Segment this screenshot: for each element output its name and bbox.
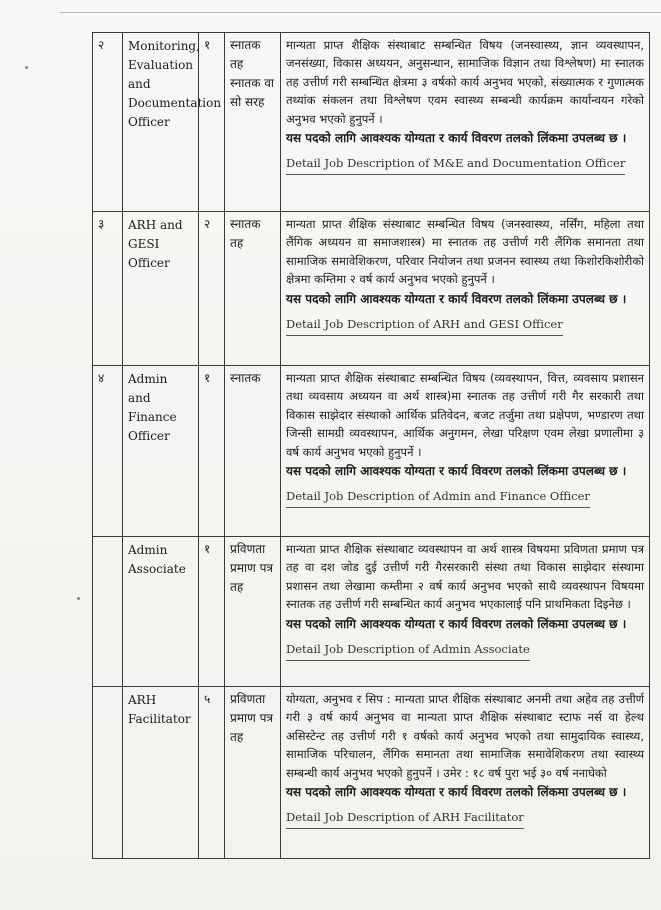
job-description-link[interactable]: Detail Job Description of ARH Facilitator bbox=[286, 808, 524, 829]
position-title: Admin and Finance Officer bbox=[123, 366, 199, 537]
description-cell bbox=[281, 537, 650, 687]
table-row bbox=[93, 687, 650, 859]
table-row bbox=[93, 212, 650, 366]
link-note: यस पदको लागि आवश्यक योग्यता र कार्य विवरण तलको लिंकमा उपलब्ध छ । bbox=[286, 785, 627, 800]
job-description-link[interactable]: Detail Job Description of Admin Associate bbox=[286, 640, 530, 661]
table-row bbox=[93, 537, 650, 687]
position-title: ARH and GESI Officer bbox=[123, 212, 199, 366]
description-text: मान्यता प्राप्त शैक्षिक संस्थाबाट सम्बन्धित विषय (जनस्वास्थ्य, ज्ञान व्यवस्थापन, जनसंख्या, विकास अध्ययन, अनुसन्धान, सामाजिक विज्ञान तथा विश्लेषण) मा स्नातक तह उत्तीर्ण गरी सम्बन्धित क्षेत्रमा ३ वर्षको कार्य अनुभव भएको, संख्यात्मक र गुणात्मक तथ्यांक संकलन तथा विश्लेषण एवम स्वास्थ्य सम्बन्धी कार्यक्रम कार्यान्वयन गरेको अनुभव भएको हुनुपर्ने । bbox=[286, 38, 644, 126]
scan-speck bbox=[25, 66, 28, 69]
row-number: २ bbox=[93, 33, 123, 212]
row-number bbox=[93, 687, 123, 859]
position-count: १ bbox=[199, 537, 225, 687]
job-description-link[interactable]: Detail Job Description of M&E and Documentation Officer bbox=[286, 154, 625, 175]
description-cell bbox=[281, 212, 650, 366]
link-note: यस पदको लागि आवश्यक योग्यता र कार्य विवरण तलको लिंकमा उपलब्ध छ । bbox=[286, 131, 627, 146]
table-row bbox=[93, 33, 650, 212]
job-description-link[interactable]: Detail Job Description of ARH and GESI Officer bbox=[286, 315, 563, 336]
position-count: ५ bbox=[199, 687, 225, 859]
description-cell bbox=[281, 687, 650, 859]
table-row bbox=[93, 366, 650, 537]
qualification: स्नातक bbox=[225, 366, 281, 537]
position-count: १ bbox=[199, 33, 225, 212]
link-note: यस पदको लागि आवश्यक योग्यता र कार्य विवरण तलको लिंकमा उपलब्ध छ । bbox=[286, 616, 627, 631]
row-number bbox=[93, 537, 123, 687]
page-edge-line bbox=[60, 12, 661, 13]
description-cell bbox=[281, 366, 650, 537]
row-number: ३ bbox=[93, 212, 123, 366]
description-text: योग्यता, अनुभव र सिप : मान्यता प्राप्त शैक्षिक संस्थाबाट अनमी तथा अहेव तह उत्तीर्ण गरी ३ वर्ष कार्य अनुभव वा मान्यता प्राप्त शैक्षिक संस्थाबाट स्टाफ नर्स वा हेल्थ असिस्टेन्ट तह उत्तीर्ण गरी १ वर्षको कार्य अनुभव भएको तथा सामुदायिक स्वास्थ्य, सामाजिक परिचालन, लैंगिक समानता तथा सामाजिक समावेशिकरण तथा स्वास्थ्य सम्बन्धी कार्य अनुभव भएको हुनुपर्ने । उमेर : १८ वर्ष पुरा भई ३० वर्ष ननाघेको bbox=[286, 692, 644, 780]
position-title: Monitoring, Evaluation and Documentation Officer bbox=[123, 33, 199, 212]
job-description-link[interactable]: Detail Job Description of Admin and Finance Officer bbox=[286, 487, 590, 508]
link-note: यस पदको लागि आवश्यक योग्यता र कार्य विवरण तलको लिंकमा उपलब्ध छ । bbox=[286, 291, 627, 306]
qualification: स्नातक तह स्नातक वा सो सरह bbox=[225, 33, 281, 212]
qualification: प्रविणता प्रमाण पत्र तह bbox=[225, 687, 281, 859]
row-number: ४ bbox=[93, 366, 123, 537]
qualification: स्नातक तह bbox=[225, 212, 281, 366]
position-count: १ bbox=[199, 366, 225, 537]
link-note: यस पदको लागि आवश्यक योग्यता र कार्य विवरण तलको लिंकमा उपलब्ध छ । bbox=[286, 464, 627, 479]
description-cell bbox=[281, 33, 650, 212]
job-table bbox=[92, 32, 650, 859]
position-count: २ bbox=[199, 212, 225, 366]
scan-speck bbox=[77, 597, 80, 600]
position-title: ARH Facilitator bbox=[123, 687, 199, 859]
description-text: मान्यता प्राप्त शैक्षिक संस्थाबाट सम्बन्धित विषय (जनस्वास्थ्य, नर्सिंग, महिला तथा लैंगिक अध्ययन वा समाजशास्त्र) मा स्नातक तह उत्तीर्ण गरी लैंगिक समानता तथा सामाजिक समावेशिकरण, परिवार नियोजन तथा प्रजनन स्वास्थ्य तथा किशोरकिशोरीको क्षेत्रमा कम्तिमा २ वर्ष कार्य अनुभव भएको हुनुपर्ने । bbox=[286, 217, 644, 287]
description-text: मान्यता प्राप्त शैक्षिक संस्थाबाट व्यवस्थापन वा अर्थ शास्त्र विषयमा प्रविणता प्रमाण पत्र तह वा दश जोड दुई उत्तीर्ण गरी गैरसरकारी संस्था तथा विकास साझेदार संस्थामा प्रशासन तथा लेखामा कम्तीमा २ वर्ष कार्य अनुभव भएको साथै व्यवस्थापन विषयमा स्नातक तह उत्तीर्ण गरी सम्बन्धित कार्य अनुभव भएकालाई पनि प्राथमिकता दिइनेछ । bbox=[286, 542, 644, 612]
description-text: मान्यता प्राप्त शैक्षिक संस्थाबाट सम्बन्धित विषय (व्यवस्थापन, वित्त, व्यवसाय प्रशासन तथा व्यवसाय अध्ययन वा अर्थ शास्त्र)मा स्नातक तह उत्तीर्ण गरी गैर सरकारी तथा विकास साझेदार संस्थाको आर्थिक प्रतिवेदन, बजट तर्जुमा तथा प्रक्षेपण, भण्डारण तथा जिन्सी सामग्री व्यवस्थापन, आर्थिक अनुगमन, लेखा परिक्षण एवम लेखा प्रणालीमा ३ वर्ष कार्य अनुभव भएको हुनुपर्ने । bbox=[286, 371, 644, 459]
qualification: प्रविणता प्रमाण पत्र तह bbox=[225, 537, 281, 687]
position-title: Admin Associate bbox=[123, 537, 199, 687]
